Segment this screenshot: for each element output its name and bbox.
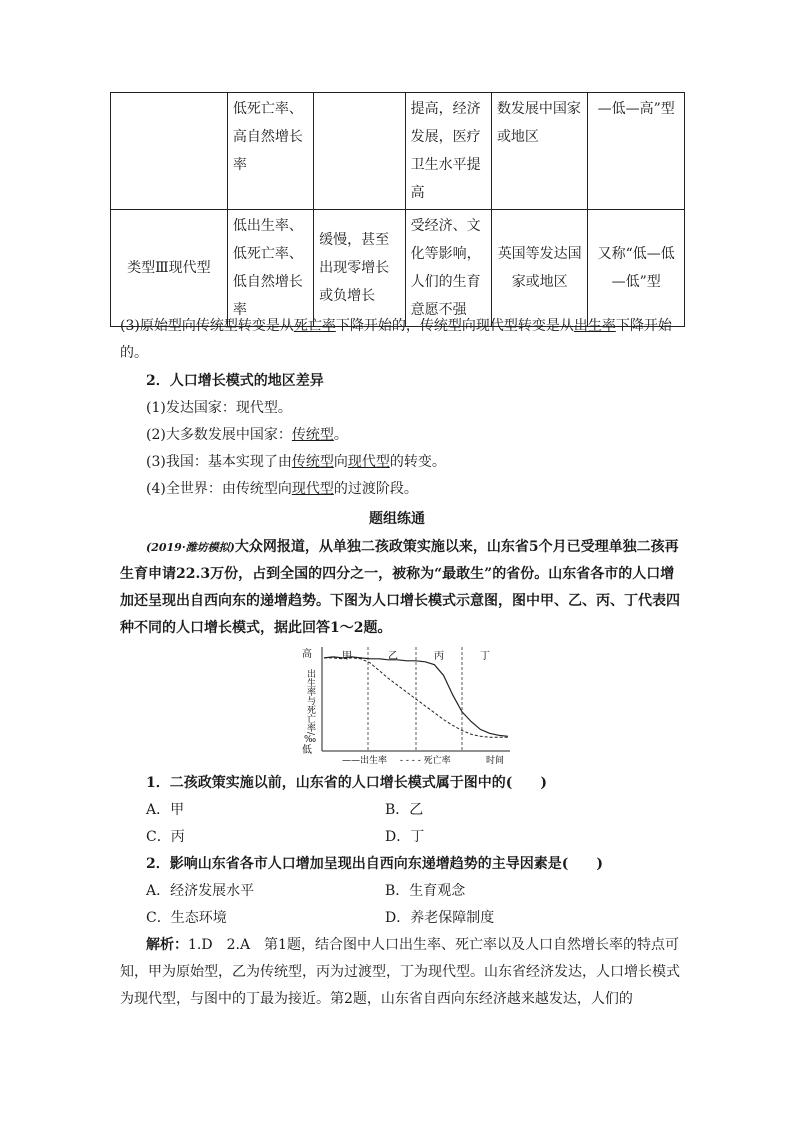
- source-label: (2019·潍坊模拟): [146, 541, 235, 554]
- analysis-text: 1.D 2.A 第1题，结合图中人口出生率、死亡率以及人口自然增长率的特点可知，甲为原始型，乙为传统型，丙为过渡型，丁为现代型。山东省经济发达，人口增长模式为现代型，与图中的丁最为接近。第2题，山东省自西向东经济越来越发达，人们的: [120, 937, 680, 1007]
- practice-title: 题组练通: [369, 511, 425, 527]
- stage-label: 甲: [342, 651, 352, 662]
- intro-text: 大众网报道，从单独二孩政策实施以来，山东省5个月已受理单独二孩再生育申请22.3万份，占到全国的四分之一，被称为“最敢生”的省份。山东省各市的人口增加还呈现出自西向东的递增趋势。下图为人口增长模式示意图，图中甲、乙、丙、丁代表四种不同的人口增长模式，据此回答1～2题。: [120, 539, 680, 636]
- section-2-title: 2．人口增长模式的地区差异: [146, 373, 324, 389]
- y-low-label: 低: [302, 745, 312, 756]
- table-cell: 低死亡率、高自然增长率: [227, 93, 313, 210]
- analysis: [120, 932, 685, 1013]
- table-row: [111, 93, 685, 210]
- table-cell: [111, 93, 228, 210]
- section-2-item-4: [146, 476, 711, 503]
- q1-option-b[interactable]: B．乙: [385, 802, 424, 818]
- section-2-item-1: (1)发达国家：现代型。: [146, 400, 292, 416]
- question-1-stem: 1．二孩政策实施以前，山东省的人口增长模式属于图中的( ): [146, 775, 547, 791]
- underlined-answer: 传统型: [291, 454, 334, 470]
- q2-option-a[interactable]: A．经济发展水平: [146, 883, 255, 899]
- text-span: 下降开始的。: [120, 318, 672, 361]
- table-cell: 又称“低—低—低”型: [588, 210, 685, 327]
- analysis-label: 解析：: [146, 937, 188, 953]
- q1-option-c[interactable]: C．丙: [146, 829, 185, 845]
- stage-label: 丁: [480, 651, 490, 662]
- legend-death: - - - - 死亡率: [400, 756, 451, 766]
- text-span: 。: [333, 427, 348, 443]
- table-cell: 英国等发达国家或地区: [491, 210, 588, 327]
- table-row: [111, 210, 685, 327]
- underlined-answer: 死亡率: [293, 318, 336, 334]
- table-cell: 数发展中国家或地区: [491, 93, 588, 210]
- x-axis-label: 时间: [486, 756, 505, 766]
- q2-option-d[interactable]: D．养老保障制度: [385, 910, 495, 926]
- table-cell: 受经济、文化等影响，人们的生育意愿不强: [405, 210, 491, 327]
- table-cell: 低出生率、低死亡率、低自然增长率: [227, 210, 313, 327]
- population-mode-table: [110, 92, 685, 327]
- underlined-answer: 现代型: [291, 481, 334, 497]
- underlined-answer: 传统型: [291, 427, 334, 443]
- q1-option-d[interactable]: D．丁: [385, 829, 425, 845]
- table-cell: 提高，经济发展，医疗卫生水平提高: [405, 93, 491, 210]
- text-span: 的转变。: [389, 454, 446, 470]
- text-span: (3)原始型向传统型转变是从: [120, 318, 294, 334]
- underlined-answer: 现代型: [347, 454, 390, 470]
- table-cell: [314, 93, 405, 210]
- legend-birth: ——出生率: [342, 756, 388, 766]
- q1-option-a[interactable]: A．甲: [146, 802, 185, 818]
- table-cell: 缓慢，甚至出现零增长或负增长: [314, 210, 405, 327]
- table-cell-type-label: 类型Ⅲ现代型: [111, 210, 228, 327]
- note-3: [120, 313, 685, 367]
- question-2-stem: 2．影响山东省各市人口增加呈现出自西向东递增趋势的主导因素是( ): [146, 856, 603, 872]
- stage-label: 丙: [434, 651, 444, 662]
- text-span: (3)我国：基本实现了由: [146, 454, 292, 470]
- population-growth-chart: [300, 645, 530, 767]
- y-axis-label: 出生率与死亡率/‰: [305, 669, 315, 746]
- section-2-item-3: [146, 449, 711, 476]
- q2-option-c[interactable]: C．生态环境: [146, 910, 227, 926]
- q2-option-b[interactable]: B．生育观念: [385, 883, 466, 899]
- text-span: 的过渡阶段。: [333, 481, 418, 497]
- table-cell: —低—高”型: [588, 93, 685, 210]
- stage-label: 乙: [388, 651, 398, 662]
- text-span: 下降开始的，传统型向现代型转变是从: [335, 318, 574, 334]
- section-2-item-2: [146, 422, 711, 449]
- text-span: (2)大多数发展中国家：: [146, 427, 292, 443]
- underlined-answer: 出生率: [573, 318, 616, 334]
- y-high-label: 高: [302, 649, 312, 660]
- text-span: 向: [333, 454, 348, 470]
- practice-intro: [120, 534, 685, 642]
- text-span: (4)全世界：由传统型向: [146, 481, 292, 497]
